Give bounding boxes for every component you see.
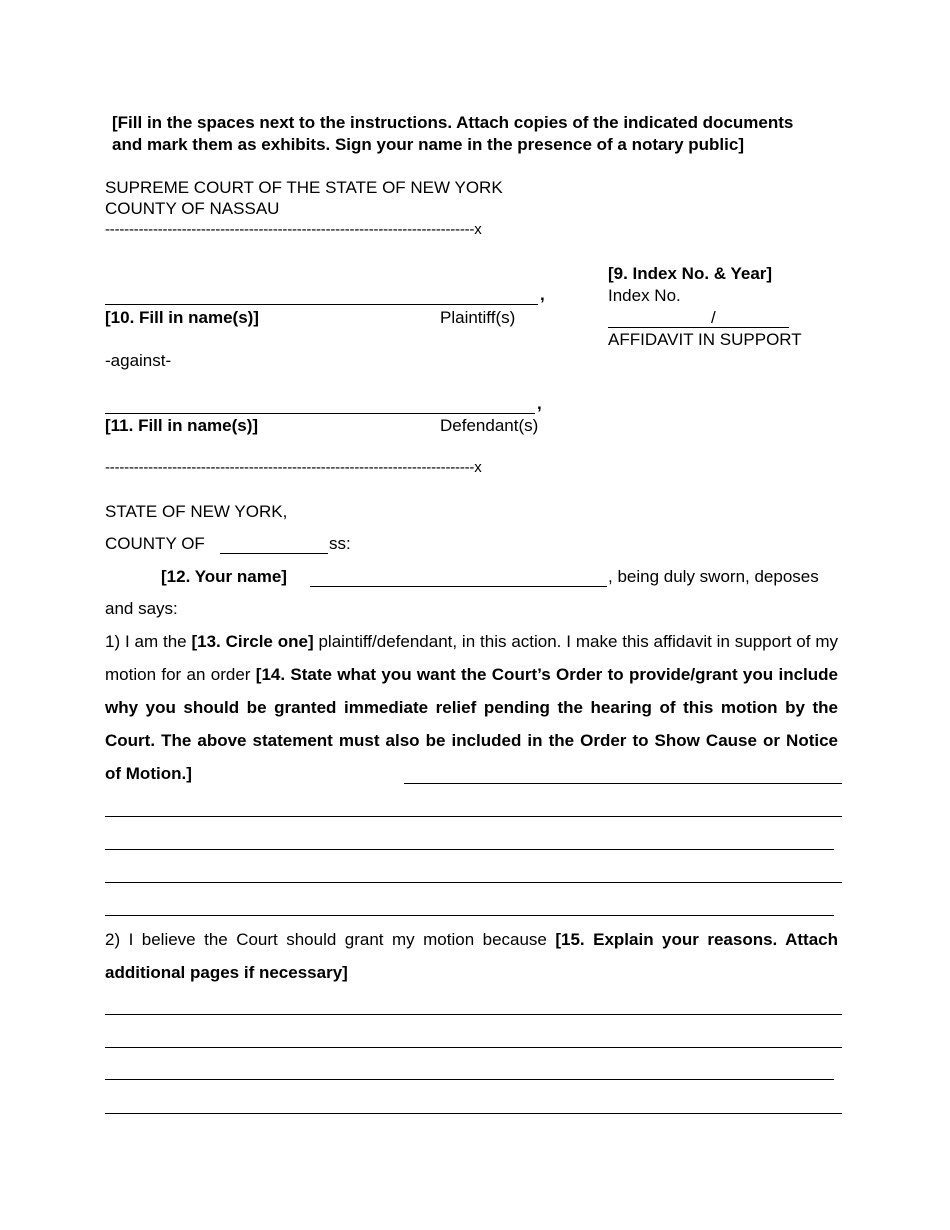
defendant-role: Defendant(s): [440, 416, 539, 435]
plaintiff-role: Plaintiff(s): [440, 308, 516, 327]
instructions-line-1: [Fill in the spaces next to the instructions. Attach copies of the indicated documents: [112, 113, 794, 132]
order-answer-line-3[interactable]: [105, 849, 834, 850]
p1-text-b: plaintiff/defendant, in this action. I make this affidavit in support of my motion for an order: [105, 632, 838, 684]
p1-text-a: 1) I am the: [105, 632, 192, 651]
index-instruction: [9. Index No. & Year]: [608, 264, 773, 283]
order-answer-line-1[interactable]: [404, 783, 842, 784]
index-number-line[interactable]: [608, 327, 789, 328]
your-name-line[interactable]: [310, 586, 607, 587]
plaintiff-instruction: [10. Fill in name(s)]: [105, 308, 259, 327]
plaintiff-name-line[interactable]: [105, 304, 538, 305]
sworn-text: , being duly sworn, deposes: [608, 567, 819, 586]
caption-divider-bottom: -----------------------------------------------------------------------------x: [105, 459, 482, 476]
index-label: Index No.: [608, 286, 681, 305]
p1-circle-instruction: [13. Circle one]: [191, 632, 314, 651]
paragraph-1: [105, 625, 838, 790]
order-answer-line-4[interactable]: [105, 882, 842, 883]
defendant-instruction: [11. Fill in name(s)]: [105, 416, 259, 435]
defendant-name-line[interactable]: [105, 413, 535, 414]
venue-county-label: COUNTY OF: [105, 534, 205, 553]
reasons-answer-line-1[interactable]: [105, 1014, 842, 1015]
venue-ss: ss:: [329, 534, 351, 553]
caption-divider-top: -----------------------------------------------------------------------------x: [105, 221, 482, 238]
paragraph-2: [105, 923, 838, 989]
index-slash: /: [711, 308, 716, 327]
defendant-comma: ,: [537, 394, 542, 413]
reasons-answer-line-2[interactable]: [105, 1047, 842, 1048]
against-label: -against-: [105, 351, 172, 370]
order-answer-line-2[interactable]: [105, 816, 842, 817]
reasons-answer-line-4[interactable]: [105, 1113, 842, 1114]
court-county: COUNTY OF NASSAU: [105, 199, 280, 218]
and-says: and says:: [105, 599, 178, 618]
p1-order-instruction: [14. State what you want the Court’s Order to provide/grant you include why you should be granted immediate relief pending the hearing of this motion by the Court. The above statement must also be included in the Order to Show Cause or Notice of Motion.]: [105, 665, 838, 783]
p2-reasons-instruction: [15. Explain your reasons. Attach additional pages if necessary]: [105, 930, 838, 982]
p2-text-a: 2) I believe the Court should grant my motion because: [105, 930, 556, 949]
court-name: SUPREME COURT OF THE STATE OF NEW YORK: [105, 178, 503, 197]
venue-state: STATE OF NEW YORK,: [105, 502, 288, 521]
plaintiff-comma: ,: [540, 285, 545, 304]
order-answer-line-5[interactable]: [105, 915, 834, 916]
reasons-answer-line-3[interactable]: [105, 1079, 834, 1080]
name-instruction: [12. Your name]: [161, 567, 287, 586]
instructions-line-2: and mark them as exhibits. Sign your name in the presence of a notary public]: [112, 135, 744, 154]
document-title: AFFIDAVIT IN SUPPORT: [608, 330, 802, 349]
venue-county-line[interactable]: [220, 553, 328, 554]
